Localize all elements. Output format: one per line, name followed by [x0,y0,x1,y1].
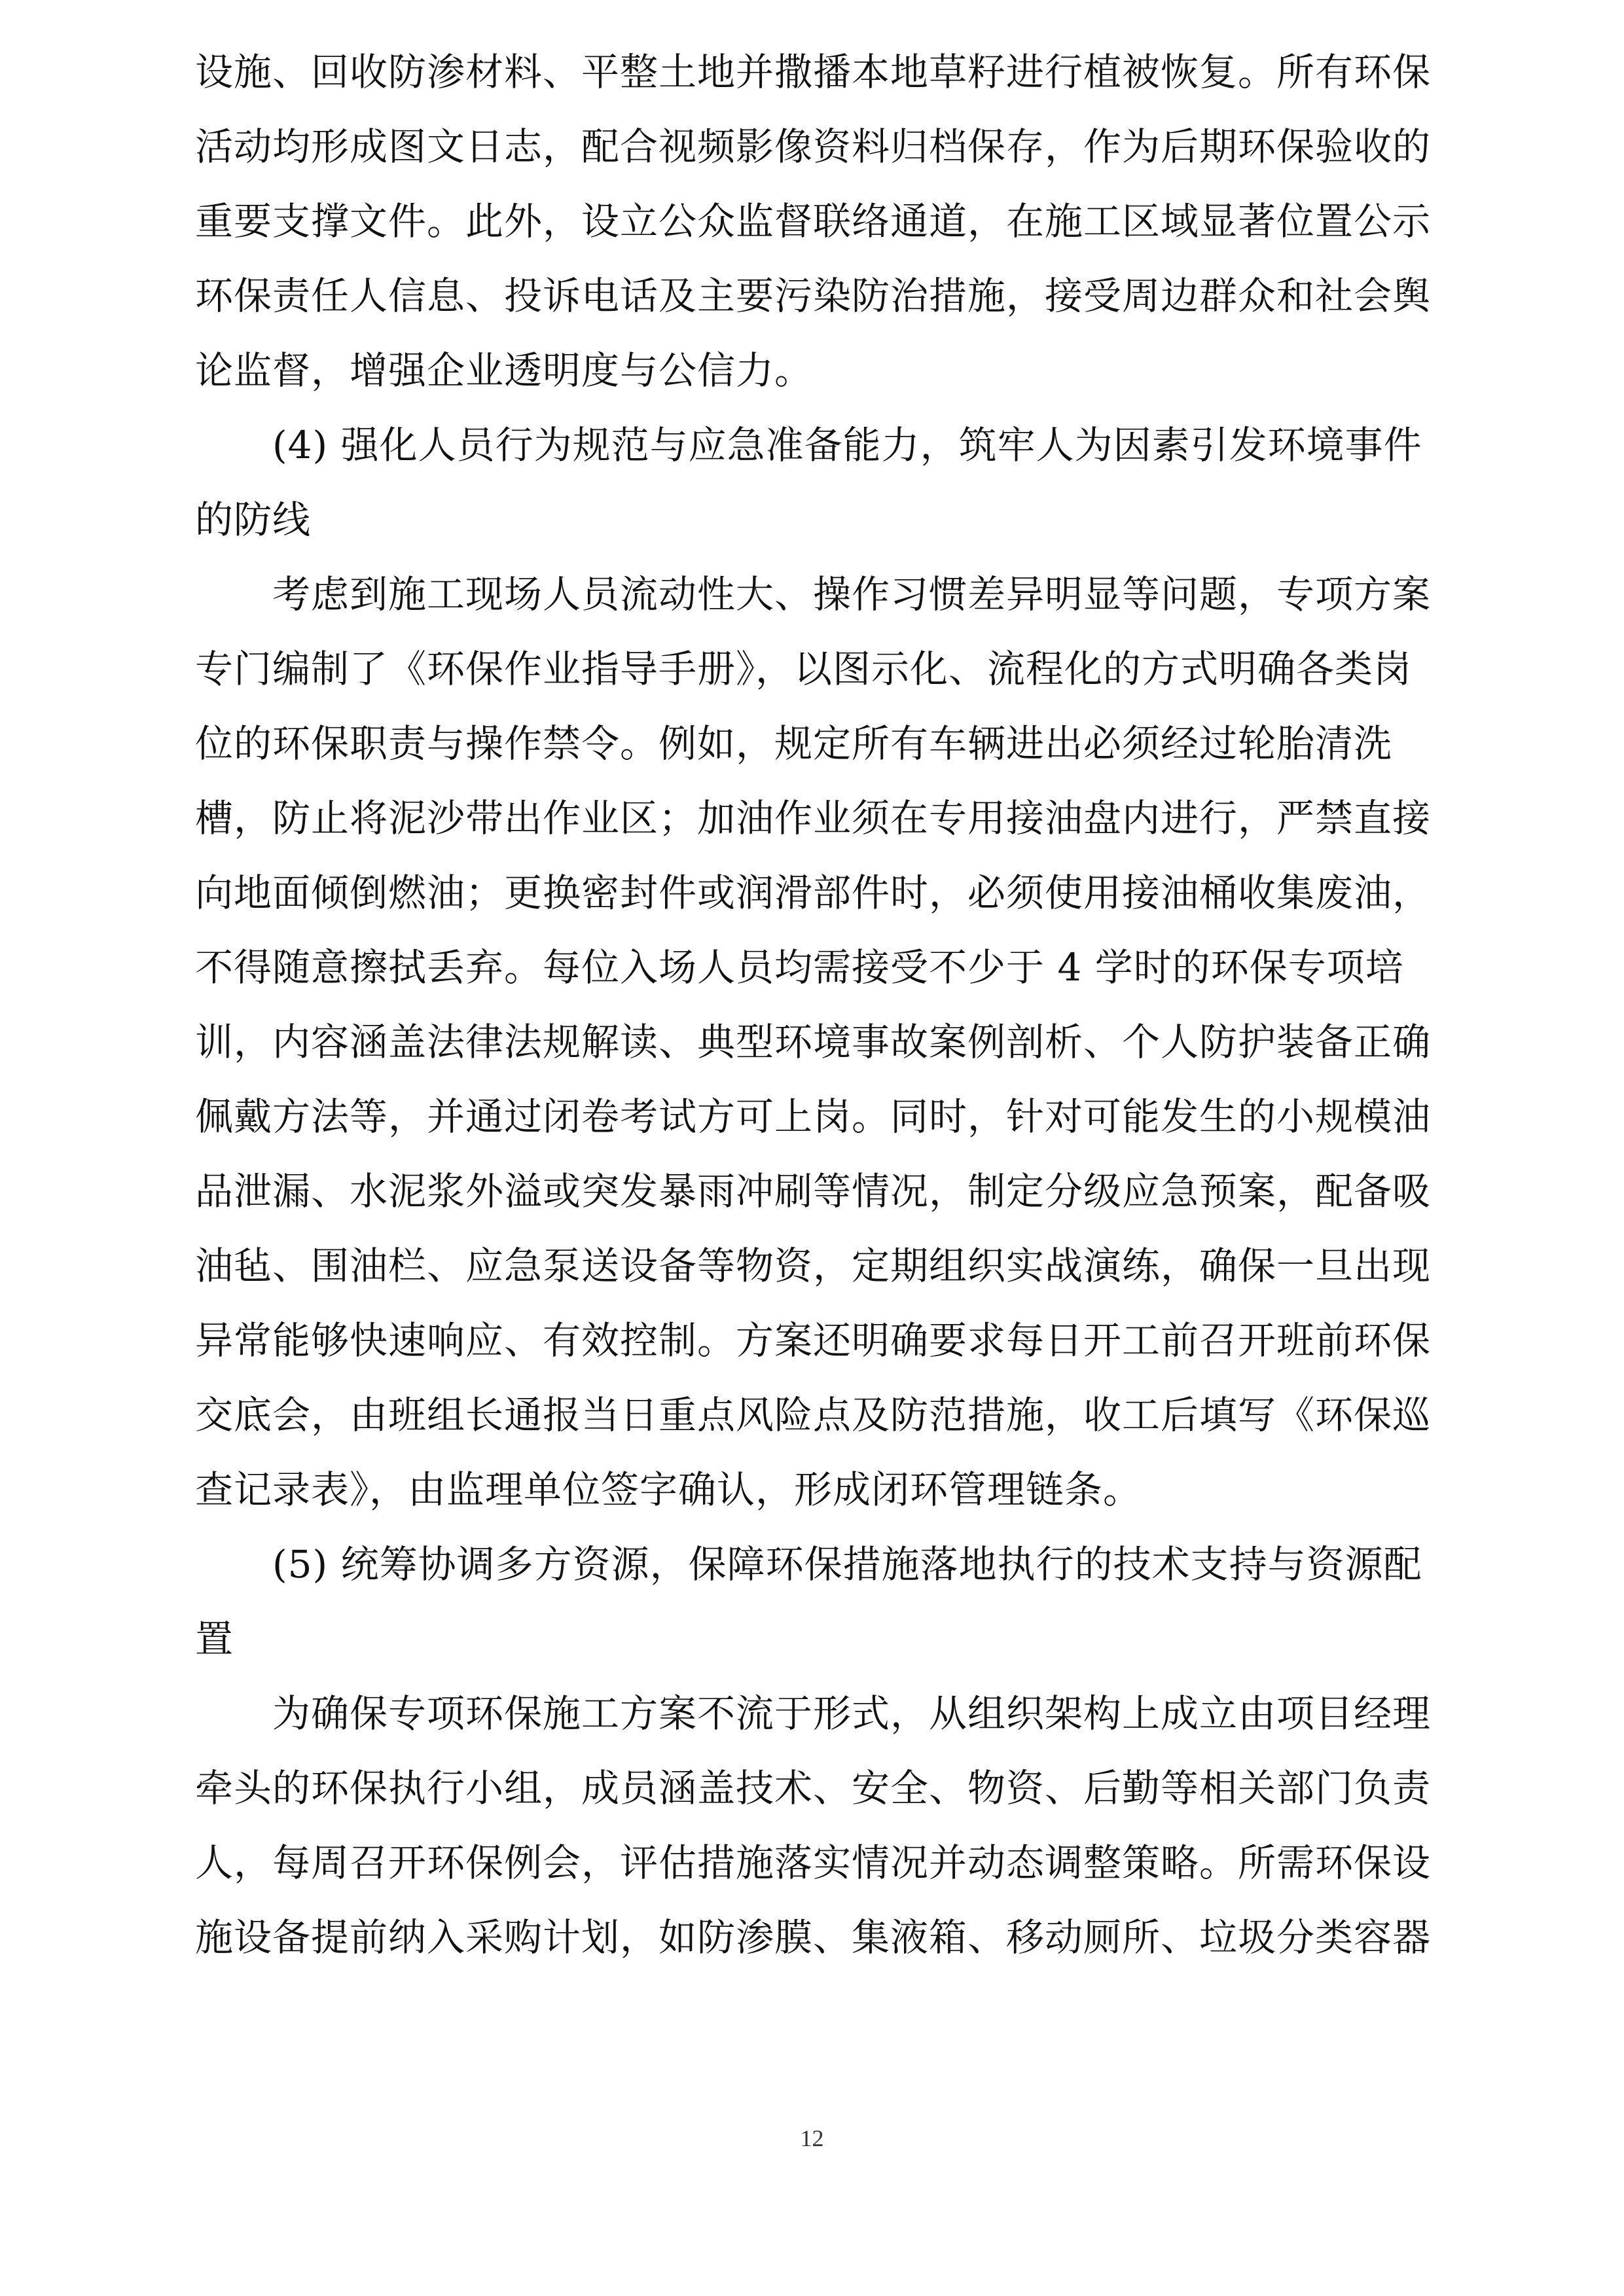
section-heading-4: (4) 强化人员行为规范与应急准备能力，筑牢人为因素引发环境事件 [272,423,1422,467]
paragraph-line: 油毡、围油栏、应急泵送设备等物资，定期组织实战演练，确保一旦出现 [195,1244,1432,1288]
paragraph-line: 品泄漏、水泥浆外溢或突发暴雨冲刷等情况，制定分级应急预案，配备吸 [195,1169,1432,1213]
paragraph-line: 重要支撑文件。此外，设立公众监督联络通道，在施工区域显著位置公示 [195,199,1432,243]
paragraph-line: 佩戴方法等，并通过闭卷考试方可上岗。同时，针对可能发生的小规模油 [195,1094,1432,1139]
paragraph-line: 查记录表》，由监理单位签字确认，形成闭环管理链条。 [195,1467,1142,1512]
paragraph-line: 人，每周召开环保例会，评估措施落实情况并动态调整策略。所需环保设 [195,1840,1432,1885]
page-number: 12 [800,2125,824,2151]
paragraph-line: 交底会，由班组长通报当日重点风险点及防范措施，收工后填写《环保巡 [195,1393,1432,1437]
paragraph-line: 施设备提前纳入采购计划，如防渗膜、集液箱、移动厕所、垃圾分类容器 [195,1915,1432,1960]
paragraph-line: 考虑到施工现场人员流动性大、操作习惯差异明显等问题，专项方案 [272,572,1432,617]
paragraph-line: 训，内容涵盖法律法规解读、典型环境事故案例剖析、个人防护装备正确 [195,1020,1432,1064]
paragraph-line: 牵头的环保执行小组，成员涵盖技术、安全、物资、后勤等相关部门负责 [195,1766,1432,1810]
paragraph-line: 位的环保职责与操作禁令。例如，规定所有车辆进出必须经过轮胎清洗 [195,721,1393,766]
paragraph-line: 槽，防止将泥沙带出作业区；加油作业须在专用接油盘内进行，严禁直接 [195,796,1432,840]
paragraph-line: 论监督，增强企业透明度与公信力。 [195,348,814,393]
paragraph-line: 设施、回收防渗材料、平整土地并撒播本地草籽进行植被恢复。所有环保 [195,50,1432,94]
document-body [195,39,1432,1979]
paragraph-line: 不得随意擦拭丢弃。每位入场人员均需接受不少于 4 学时的环保专项培 [195,945,1404,990]
section-heading-5: (5) 统筹协调多方资源，保障环保措施落地执行的技术支持与资源配 [272,1542,1422,1587]
section-heading-5-continued: 置 [195,1617,234,1661]
paragraph-line: 专门编制了《环保作业指导手册》，以图示化、流程化的方式明确各类岗 [195,647,1413,691]
paragraph-line: 为确保专项环保施工方案不流于形式，从组织架构上成立由项目经理 [272,1691,1432,1736]
paragraph-line: 向地面倾倒燃油；更换密封件或润滑部件时，必须使用接油桶收集废油， [195,870,1432,915]
paragraph-line: 活动均形成图文日志，配合视频影像资料归档保存，作为后期环保验收的 [195,124,1432,169]
paragraph-line: 环保责任人信息、投诉电话及主要污染防治措施，接受周边群众和社会舆 [195,274,1432,318]
section-heading-4-continued: 的防线 [195,497,312,542]
paragraph-line: 异常能够快速响应、有效控制。方案还明确要求每日开工前召开班前环保 [195,1318,1432,1363]
